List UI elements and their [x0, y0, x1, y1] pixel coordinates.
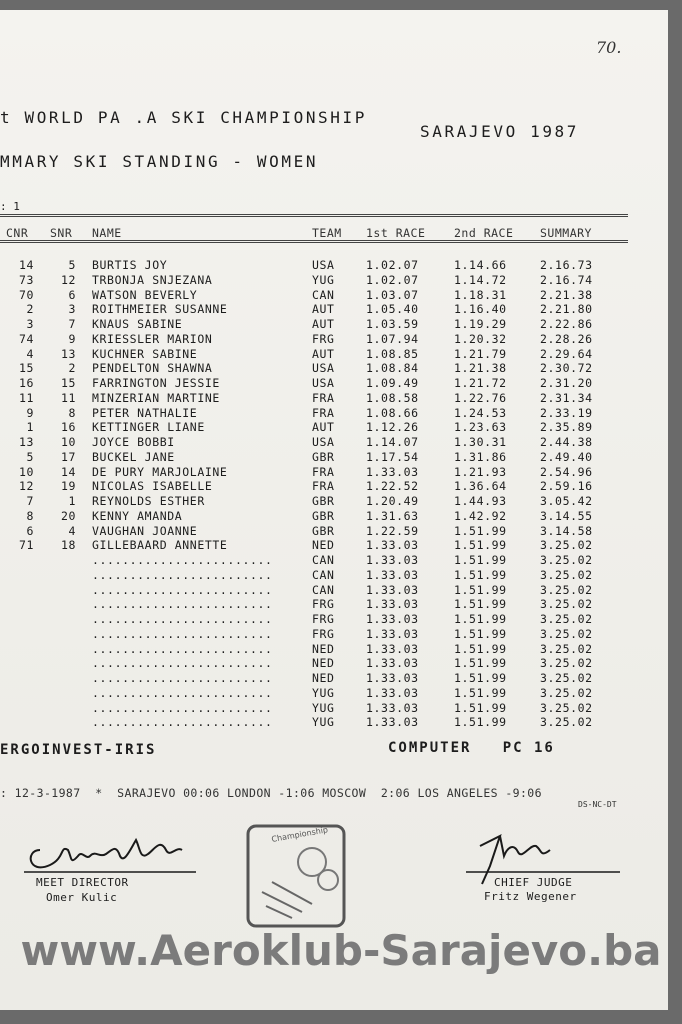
- cell-summary: 3.25.02: [540, 671, 593, 685]
- cell-race1: 1.08.84: [366, 361, 419, 376]
- table-row: [0, 302, 640, 317]
- cell-race1: 1.33.03: [366, 671, 419, 685]
- cell-race2: 1.30.31: [454, 435, 507, 449]
- cell-cnr: 15: [18, 361, 34, 376]
- cell-summary: 3.25.02: [540, 700, 593, 715]
- cell-team: CAN: [312, 582, 335, 597]
- watermark-url: www.Aeroklub-Sarajevo.ba: [20, 926, 662, 975]
- table-row: [0, 465, 640, 480]
- cell-cnr: 6: [26, 523, 34, 538]
- cell-race2: 1.21.72: [454, 376, 507, 390]
- cell-name: ........................: [92, 656, 273, 671]
- cell-race2: 1.36.64: [454, 479, 507, 494]
- cell-name: FARRINGTON JESSIE: [92, 376, 220, 390]
- cell-summary: 3.25.02: [540, 553, 593, 567]
- cell-race2: 1.51.99: [454, 626, 507, 641]
- cell-team: USA: [312, 376, 335, 390]
- cell-team: AUT: [312, 317, 335, 331]
- cell-team: USA: [312, 361, 335, 376]
- cell-team: FRA: [312, 405, 335, 420]
- cell-race2: 1.22.76: [454, 390, 507, 405]
- table-row: [0, 568, 640, 583]
- cell-name: ........................: [92, 612, 273, 626]
- header-race1: 1st RACE: [366, 226, 426, 240]
- cell-cnr: 9: [26, 405, 34, 420]
- cell-team: FRG: [312, 626, 335, 641]
- cell-race2: 1.51.99: [454, 685, 507, 700]
- cell-snr: 14: [60, 464, 76, 479]
- dateline: : 12-3-1987 * SARAJEVO 00:06 LONDON -1:06 MOSCOW 2:06 LOS ANGELES -9:06: [0, 786, 542, 800]
- table-row: [0, 420, 640, 435]
- cell-race1: 1.02.07: [366, 258, 419, 272]
- cell-name: ROITHMEIER SUSANNE: [92, 302, 228, 317]
- cell-cnr: 1: [26, 420, 34, 435]
- cell-race1: 1.31.63: [366, 508, 419, 523]
- cell-race1: 1.12.26: [366, 420, 419, 435]
- cell-team: GBR: [312, 523, 335, 538]
- cell-summary: 2.29.64: [540, 346, 593, 361]
- cell-name: NICOLAS ISABELLE: [92, 479, 213, 494]
- table-row: [0, 479, 640, 494]
- cell-race1: 1.33.03: [366, 464, 419, 479]
- cell-race2: 1.21.38: [454, 361, 507, 376]
- cell-name: TRBONJA SNJEZANA: [92, 272, 213, 287]
- cell-race2: 1.31.86: [454, 449, 507, 464]
- cell-summary: 2.16.73: [540, 258, 593, 272]
- cell-name: KUCHNER SABINE: [92, 346, 198, 361]
- cell-cnr: 7: [26, 494, 34, 508]
- document-title: t WORLD PA .A SKI CHAMPIONSHIP: [0, 108, 367, 127]
- cell-race1: 1.33.03: [366, 641, 419, 656]
- cell-team: CAN: [312, 287, 335, 302]
- cell-race1: 1.33.03: [366, 538, 419, 553]
- cell-cnr: 2: [26, 302, 34, 317]
- cell-name: VAUGHAN JOANNE: [92, 523, 198, 538]
- cell-name: ........................: [92, 671, 273, 685]
- cell-race1: 1.08.66: [366, 405, 419, 420]
- cell-snr: 9: [68, 331, 76, 346]
- cell-cnr: 13: [18, 435, 34, 449]
- table-header-rule: [0, 240, 628, 243]
- table-row: [0, 450, 640, 465]
- cell-cnr: 14: [18, 258, 34, 272]
- table-row: [0, 332, 640, 347]
- cell-name: WATSON BEVERLY: [92, 287, 198, 302]
- cell-cnr: 3: [26, 317, 34, 331]
- svg-text:Championship: Championship: [270, 825, 329, 844]
- cell-race2: 1.51.99: [454, 567, 507, 582]
- table-row: [0, 612, 640, 627]
- cell-name: REYNOLDS ESTHER: [92, 494, 205, 508]
- document-title-location: SARAJEVO 1987: [420, 122, 580, 141]
- cell-summary: 2.31.34: [540, 390, 593, 405]
- table-row: [0, 406, 640, 421]
- cell-team: GBR: [312, 508, 335, 523]
- cell-snr: 17: [60, 449, 76, 464]
- document-code: DS-NC-DT: [578, 800, 617, 809]
- cell-name: KRIESSLER MARION: [92, 331, 213, 346]
- cell-race2: 1.14.66: [454, 258, 507, 272]
- cell-race1: 1.33.03: [366, 553, 419, 567]
- cell-summary: 3.25.02: [540, 656, 593, 671]
- cell-cnr: 16: [18, 376, 34, 390]
- cell-race1: 1.33.03: [366, 597, 419, 612]
- table-row: [0, 671, 640, 686]
- cell-snr: 18: [60, 538, 76, 553]
- cell-race2: 1.51.99: [454, 582, 507, 597]
- cell-snr: 11: [60, 390, 76, 405]
- cell-summary: 2.21.80: [540, 302, 593, 317]
- cell-race2: 1.23.63: [454, 420, 507, 435]
- cell-name: JOYCE BOBBI: [92, 435, 175, 449]
- cell-team: YUG: [312, 685, 335, 700]
- cell-snr: 4: [68, 523, 76, 538]
- cell-team: USA: [312, 258, 335, 272]
- cell-name: PETER NATHALIE: [92, 405, 198, 420]
- cell-summary: 2.44.38: [540, 435, 593, 449]
- cell-team: AUT: [312, 302, 335, 317]
- cell-name: MINZERIAN MARTINE: [92, 390, 220, 405]
- cell-summary: 3.25.02: [540, 597, 593, 612]
- cell-race2: 1.51.99: [454, 523, 507, 538]
- cell-snr: 3: [68, 302, 76, 317]
- table-row: [0, 361, 640, 376]
- header-name: NAME: [92, 226, 122, 240]
- computer-label: COMPUTER PC 16: [388, 740, 555, 756]
- cell-name: GILLEBAARD ANNETTE: [92, 538, 228, 553]
- cell-name: ........................: [92, 641, 273, 656]
- cell-snr: 20: [60, 508, 76, 523]
- cell-cnr: 71: [18, 538, 34, 553]
- document-subtitle: MMARY SKI STANDING - WOMEN: [0, 152, 319, 171]
- cell-snr: 19: [60, 479, 76, 494]
- cell-team: NED: [312, 671, 335, 685]
- table-row: [0, 509, 640, 524]
- cell-name: ........................: [92, 685, 273, 700]
- cell-summary: 3.25.02: [540, 582, 593, 597]
- cell-name: ........................: [92, 715, 273, 730]
- cell-race2: 1.21.93: [454, 464, 507, 479]
- cell-summary: 3.25.02: [540, 685, 593, 700]
- cell-team: CAN: [312, 567, 335, 582]
- cell-name: ........................: [92, 567, 273, 582]
- cell-race1: 1.17.54: [366, 449, 419, 464]
- chief-judge-name: Fritz Wegener: [484, 890, 577, 903]
- cell-race2: 1.51.99: [454, 715, 507, 730]
- cell-name: KENNY AMANDA: [92, 508, 183, 523]
- cell-snr: 7: [68, 317, 76, 331]
- cell-summary: 3.25.02: [540, 567, 593, 582]
- cell-snr: 15: [60, 376, 76, 390]
- table-row: [0, 597, 640, 612]
- cell-name: ........................: [92, 700, 273, 715]
- cell-race2: 1.51.99: [454, 700, 507, 715]
- cell-team: FRA: [312, 464, 335, 479]
- cell-team: CAN: [312, 553, 335, 567]
- cell-race1: 1.33.03: [366, 715, 419, 730]
- cell-summary: 3.25.02: [540, 715, 593, 730]
- cell-summary: 3.25.02: [540, 612, 593, 626]
- cell-race2: 1.20.32: [454, 331, 507, 346]
- cell-team: FRA: [312, 390, 335, 405]
- cell-race1: 1.03.59: [366, 317, 419, 331]
- cell-race2: 1.18.31: [454, 287, 507, 302]
- header-team: TEAM: [312, 226, 342, 240]
- cell-team: YUG: [312, 700, 335, 715]
- cell-race2: 1.51.99: [454, 612, 507, 626]
- cell-team: GBR: [312, 494, 335, 508]
- cell-snr: 1: [68, 494, 76, 508]
- cell-summary: 2.54.96: [540, 464, 593, 479]
- cell-race2: 1.51.99: [454, 641, 507, 656]
- cell-cnr: 11: [18, 390, 34, 405]
- cell-race1: 1.33.03: [366, 700, 419, 715]
- cell-race1: 1.33.03: [366, 567, 419, 582]
- cell-cnr: 4: [26, 346, 34, 361]
- cell-race2: 1.44.93: [454, 494, 507, 508]
- header-summary: SUMMARY: [540, 226, 592, 240]
- cell-snr: 5: [68, 258, 76, 272]
- table-row: [0, 391, 640, 406]
- cell-race1: 1.33.03: [366, 582, 419, 597]
- cell-name: BURTIS JOY: [92, 258, 168, 272]
- table-row: [0, 258, 640, 273]
- table-top-rule: [0, 214, 628, 217]
- cell-race1: 1.22.52: [366, 479, 419, 494]
- cell-team: FRA: [312, 479, 335, 494]
- cell-team: AUT: [312, 420, 335, 435]
- cell-summary: 3.25.02: [540, 626, 593, 641]
- official-stamp: [242, 822, 350, 932]
- header-race2: 2nd RACE: [454, 226, 514, 240]
- cell-race1: 1.14.07: [366, 435, 419, 449]
- cell-team: FRG: [312, 331, 335, 346]
- table-row: [0, 288, 640, 303]
- meet-director-name: Omer Kulic: [46, 891, 118, 904]
- meet-director-title: MEET DIRECTOR: [36, 876, 129, 889]
- cell-cnr: 74: [18, 331, 34, 346]
- cell-race2: 1.19.29: [454, 317, 507, 331]
- chief-judge-title: CHIEF JUDGE: [494, 876, 573, 889]
- table-row: [0, 435, 640, 450]
- cell-snr: 12: [60, 272, 76, 287]
- table-row: [0, 347, 640, 362]
- cell-snr: 10: [60, 435, 76, 449]
- table-row: [0, 701, 640, 716]
- header-snr: SNR: [50, 226, 73, 240]
- table-row: [0, 317, 640, 332]
- table-row: [0, 715, 640, 730]
- cell-summary: 2.33.19: [540, 405, 593, 420]
- cell-team: FRG: [312, 612, 335, 626]
- cell-race1: 1.08.85: [366, 346, 419, 361]
- heat-label: : 1: [0, 200, 20, 213]
- table-row: [0, 494, 640, 509]
- table-row: [0, 627, 640, 642]
- cell-race2: 1.21.79: [454, 346, 507, 361]
- cell-race2: 1.42.92: [454, 508, 507, 523]
- cell-race1: 1.09.49: [366, 376, 419, 390]
- cell-snr: 2: [68, 361, 76, 376]
- cell-race2: 1.14.72: [454, 272, 507, 287]
- cell-team: GBR: [312, 449, 335, 464]
- cell-race1: 1.08.58: [366, 390, 419, 405]
- meet-director-signature: [20, 820, 230, 880]
- cell-name: BUCKEL JANE: [92, 449, 175, 464]
- cell-race1: 1.33.03: [366, 626, 419, 641]
- cell-snr: 8: [68, 405, 76, 420]
- cell-summary: 3.14.58: [540, 523, 593, 538]
- cell-race1: 1.05.40: [366, 302, 419, 317]
- cell-snr: 6: [68, 287, 76, 302]
- cell-race1: 1.03.07: [366, 287, 419, 302]
- cell-name: DE PURY MARJOLAINE: [92, 464, 228, 479]
- cell-race2: 1.16.40: [454, 302, 507, 317]
- cell-cnr: 10: [18, 464, 34, 479]
- cell-race2: 1.51.99: [454, 553, 507, 567]
- cell-name: KNAUS SABINE: [92, 317, 183, 331]
- cell-cnr: 12: [18, 479, 34, 494]
- cell-race1: 1.22.59: [366, 523, 419, 538]
- cell-summary: 3.25.02: [540, 641, 593, 656]
- table-row: [0, 553, 640, 568]
- cell-team: USA: [312, 435, 335, 449]
- table-row: [0, 524, 640, 539]
- cell-race2: 1.24.53: [454, 405, 507, 420]
- cell-name: ........................: [92, 553, 273, 567]
- cell-name: ........................: [92, 597, 273, 612]
- cell-race1: 1.33.03: [366, 685, 419, 700]
- cell-race1: 1.33.03: [366, 612, 419, 626]
- cell-summary: 2.49.40: [540, 449, 593, 464]
- cell-team: AUT: [312, 346, 335, 361]
- table-row: [0, 686, 640, 701]
- cell-summary: 3.05.42: [540, 494, 593, 508]
- cell-name: ........................: [92, 582, 273, 597]
- cell-cnr: 70: [18, 287, 34, 302]
- cell-snr: 16: [60, 420, 76, 435]
- cell-name: KETTINGER LIANE: [92, 420, 205, 435]
- cell-summary: 3.25.02: [540, 538, 593, 553]
- cell-name: ........................: [92, 626, 273, 641]
- cell-summary: 2.28.26: [540, 331, 593, 346]
- cell-team: NED: [312, 538, 335, 553]
- table-row: [0, 376, 640, 391]
- page-number: 70.: [596, 38, 622, 57]
- cell-race1: 1.07.94: [366, 331, 419, 346]
- document-page: [0, 10, 668, 1010]
- cell-race2: 1.51.99: [454, 538, 507, 553]
- cell-race2: 1.51.99: [454, 671, 507, 685]
- cell-team: NED: [312, 656, 335, 671]
- cell-team: NED: [312, 641, 335, 656]
- cell-cnr: 5: [26, 449, 34, 464]
- cell-team: YUG: [312, 272, 335, 287]
- table-row: [0, 642, 640, 657]
- header-cnr: CNR: [6, 226, 29, 240]
- cell-cnr: 73: [18, 272, 34, 287]
- cell-race2: 1.51.99: [454, 597, 507, 612]
- cell-summary: 2.21.38: [540, 287, 593, 302]
- cell-race2: 1.51.99: [454, 656, 507, 671]
- cell-summary: 2.30.72: [540, 361, 593, 376]
- cell-summary: 2.22.86: [540, 317, 593, 331]
- cell-snr: 13: [60, 346, 76, 361]
- cell-summary: 2.35.89: [540, 420, 593, 435]
- cell-team: FRG: [312, 597, 335, 612]
- cell-summary: 2.16.74: [540, 272, 593, 287]
- cell-summary: 3.14.55: [540, 508, 593, 523]
- cell-name: PENDELTON SHAWNA: [92, 361, 213, 376]
- table-row: [0, 656, 640, 671]
- table-row: [0, 538, 640, 553]
- cell-team: YUG: [312, 715, 335, 730]
- sponsor-label: ERGOINVEST-IRIS: [0, 742, 157, 758]
- cell-race1: 1.02.07: [366, 272, 419, 287]
- table-row: [0, 273, 640, 288]
- cell-cnr: 8: [26, 508, 34, 523]
- cell-summary: 2.31.20: [540, 376, 593, 390]
- table-row: [0, 583, 640, 598]
- cell-summary: 2.59.16: [540, 479, 593, 494]
- cell-race1: 1.33.03: [366, 656, 419, 671]
- cell-race1: 1.20.49: [366, 494, 419, 508]
